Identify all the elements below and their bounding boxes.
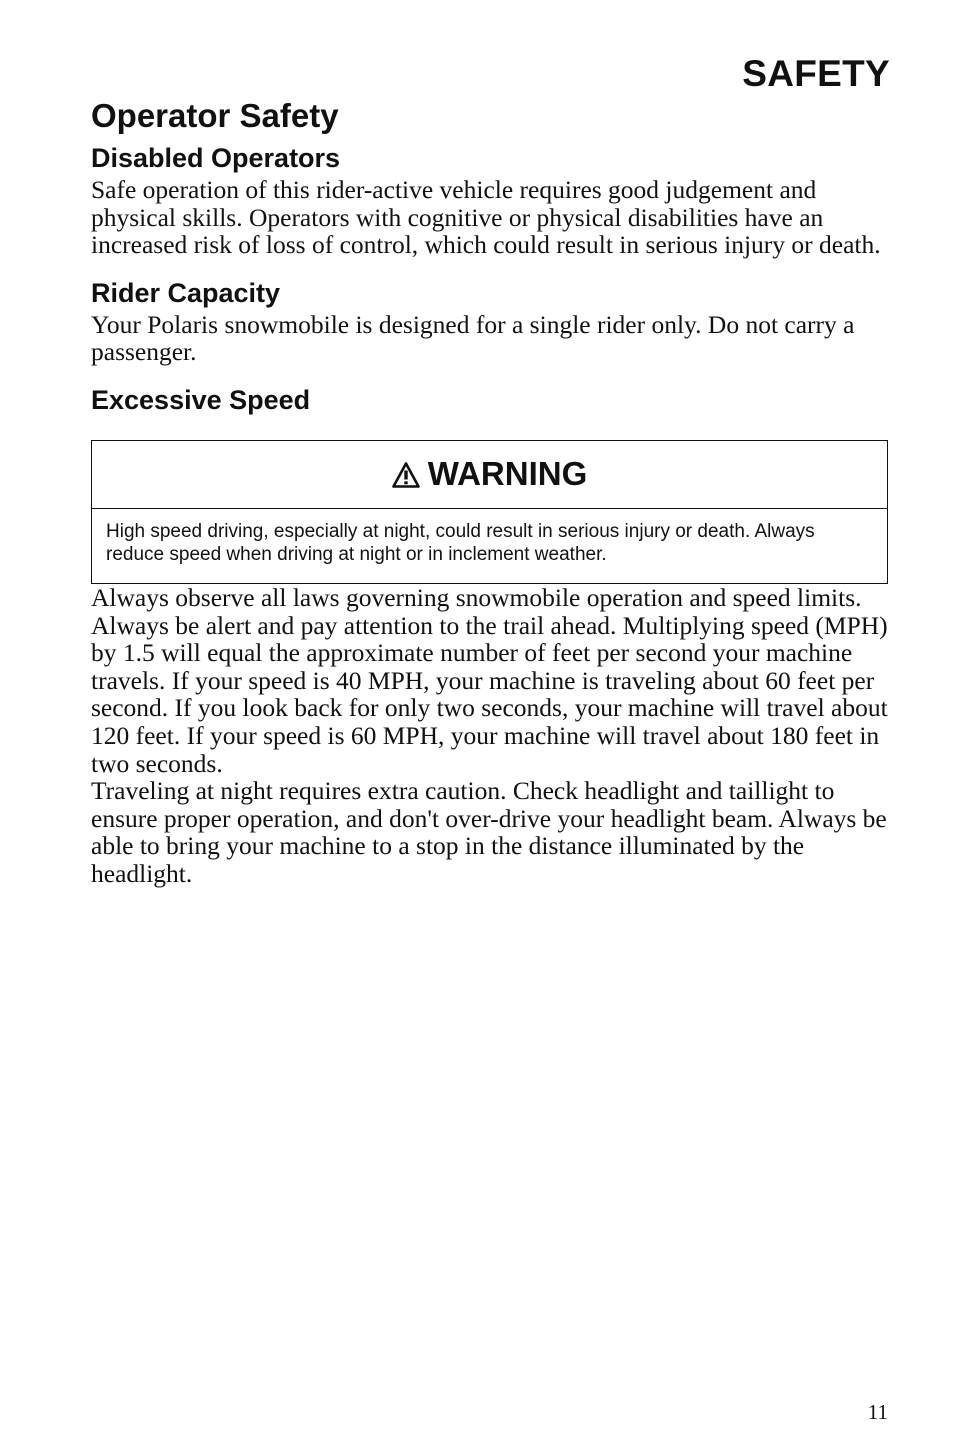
paragraph-rider-capacity: Your Polaris snowmobile is designed for a single rider only. Do not carry a passenger. xyxy=(91,309,855,367)
warning-text: High speed driving, especially at night, could result in serious injury or death. Always reduce speed when driving at night or in inclement weather. xyxy=(106,520,815,565)
paragraph-disabled-operators: Safe operation of this rider-active vehicle requires good judgement and physical skills. Operators with cognitive or physical disabilities have an increased risk of loss of control, which could result in serious injury or death. xyxy=(91,175,881,260)
page-number: 11 xyxy=(867,1400,888,1424)
warning-header xyxy=(92,441,887,509)
section-title: SAFETY xyxy=(742,53,890,94)
heading-disabled-operators: Disabled Operators xyxy=(91,143,341,173)
heading-excessive-speed: Excessive Speed xyxy=(91,384,311,415)
paragraph-excessive-speed: Always observe all laws governing snowmobile operation and speed limits. Always be alert and pay attention to the trail ahead. Multiplying speed (MPH) by 1.5 will equal the approximate number of feet per second your machine travels. If your speed is 40 MPH, your machine is traveling about 60 feet per second. If you look back for only two seconds, your machine will travel about 120 feet. If your speed is 60 MPH, your machine will travel about 180 feet in two seconds. xyxy=(91,582,888,778)
heading-rider-capacity: Rider Capacity xyxy=(91,277,281,308)
paragraph-night-travel: Traveling at night requires extra caution. Check headlight and taillight to ensure proper operation, and don't over-drive your headlight beam. Always be able to bring your machine to a stop in the distance illuminated by the headlight. xyxy=(91,776,887,888)
page-content xyxy=(91,94,891,888)
warning-box xyxy=(91,440,888,584)
page-title: Operator Safety xyxy=(91,97,339,134)
warning-triangle-icon xyxy=(392,462,420,488)
warning-label: WARNING xyxy=(427,455,588,493)
